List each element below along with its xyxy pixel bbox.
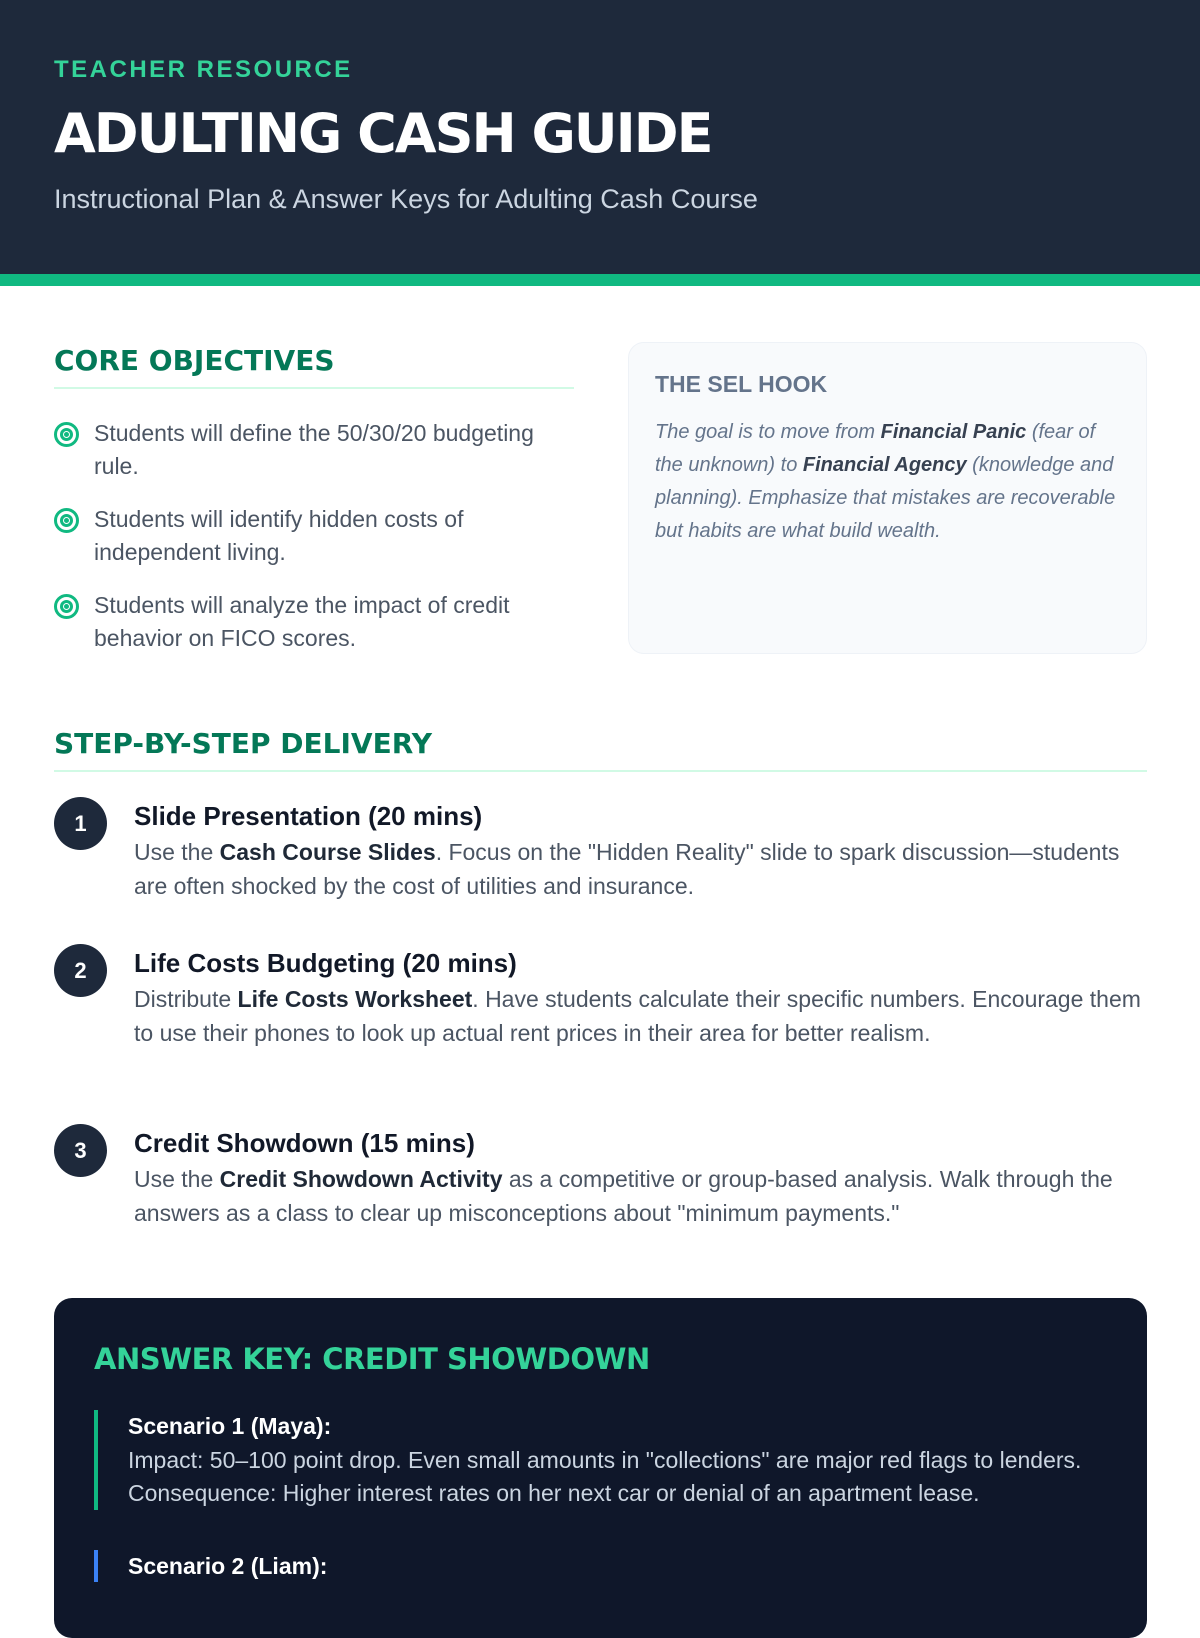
step-title: Slide Presentation (20 mins)	[134, 801, 483, 831]
section-title-objectives: CORE OBJECTIVES	[54, 344, 335, 377]
step-text-emphasis: Cash Course Slides	[219, 839, 436, 865]
step-text-part: Use the	[134, 839, 220, 865]
list-item	[54, 417, 574, 483]
list-item	[54, 503, 574, 569]
step-body	[134, 797, 1147, 903]
target-icon	[54, 594, 79, 619]
step-title: Life Costs Budgeting (20 mins)	[134, 948, 517, 978]
page-subtitle: Instructional Plan & Answer Keys for Adulting Cash Course	[54, 184, 758, 214]
step-text-emphasis: Credit Showdown Activity	[219, 1166, 503, 1192]
scenario-text: Impact: 50–100 point drop. Even small amounts in "collections" are major red flags to lenders. Consequence: Higher interest rates on her next car or denial of an apartment lease.	[128, 1447, 1082, 1506]
step-description	[134, 982, 1147, 1050]
scenario-item	[94, 1410, 1107, 1510]
objective-text: Students will identify hidden costs of independent living.	[94, 506, 464, 565]
header-accent-bar	[0, 274, 1200, 286]
step-text-emphasis: Life Costs Worksheet	[237, 986, 473, 1012]
core-objectives-section	[54, 344, 574, 675]
step-title: Credit Showdown (15 mins)	[134, 1128, 475, 1158]
step-text-part: as a competitive or group-based analysis. Walk through the answers as a class to clear up misconceptions about "minimum payments."	[134, 1166, 1113, 1226]
scenario-name: Scenario 1 (Maya):	[128, 1413, 332, 1439]
sel-text-emphasis: Financial Panic	[880, 421, 1027, 443]
objective-text: Students will analyze the impact of credit behavior on FICO scores.	[94, 592, 510, 651]
target-icon	[54, 422, 79, 447]
section-title-delivery: STEP-BY-STEP DELIVERY	[54, 727, 433, 760]
sel-hook-title: THE SEL HOOK	[655, 371, 828, 397]
step-text-part: . Have students calculate their specific numbers. Encourage them to use their phones to look up actual rent prices in their area for better realism.	[134, 986, 1141, 1046]
objectives-list	[54, 417, 574, 655]
list-item	[54, 589, 574, 655]
divider	[54, 387, 574, 389]
step-text-part: Use the	[134, 1166, 220, 1192]
sel-text-emphasis: Financial Agency	[802, 454, 967, 476]
step-number-badge: 3	[54, 1124, 107, 1177]
answer-key-title: ANSWER KEY: CREDIT SHOWDOWN	[94, 1342, 650, 1376]
answer-key-card	[54, 1298, 1147, 1638]
divider	[54, 770, 1147, 772]
scenario-item	[94, 1550, 1107, 1582]
sel-hook-text	[655, 416, 1120, 548]
step-body	[134, 944, 1147, 1050]
step-text-part: . Focus on the "Hidden Reality" slide to spark discussion—students are often shocked by the cost of utilities and insurance.	[134, 839, 1120, 899]
target-icon	[54, 508, 79, 533]
delivery-section	[54, 727, 1147, 1226]
page-title: ADULTING CASH GUIDE	[54, 102, 712, 165]
sel-text-part: (knowledge and planning). Emphasize that mistakes are recoverable but habits are what build wealth.	[655, 454, 1116, 542]
page-header	[0, 0, 1200, 274]
step-description	[134, 1162, 1147, 1230]
step-body	[134, 1124, 1147, 1230]
sel-hook-card	[628, 342, 1147, 654]
step-text-part: Distribute	[134, 986, 238, 1012]
sel-text-part: The goal is to move from	[655, 421, 881, 443]
step-number-badge: 1	[54, 797, 107, 850]
sel-text-part: (fear of the unknown) to	[655, 421, 1096, 476]
step-description	[134, 835, 1147, 903]
eyebrow-label: TEACHER RESOURCE	[54, 56, 353, 83]
scenario-name: Scenario 2 (Liam):	[128, 1553, 328, 1579]
objective-text: Students will define the 50/30/20 budgeting rule.	[94, 420, 534, 479]
step-number-badge: 2	[54, 944, 107, 997]
